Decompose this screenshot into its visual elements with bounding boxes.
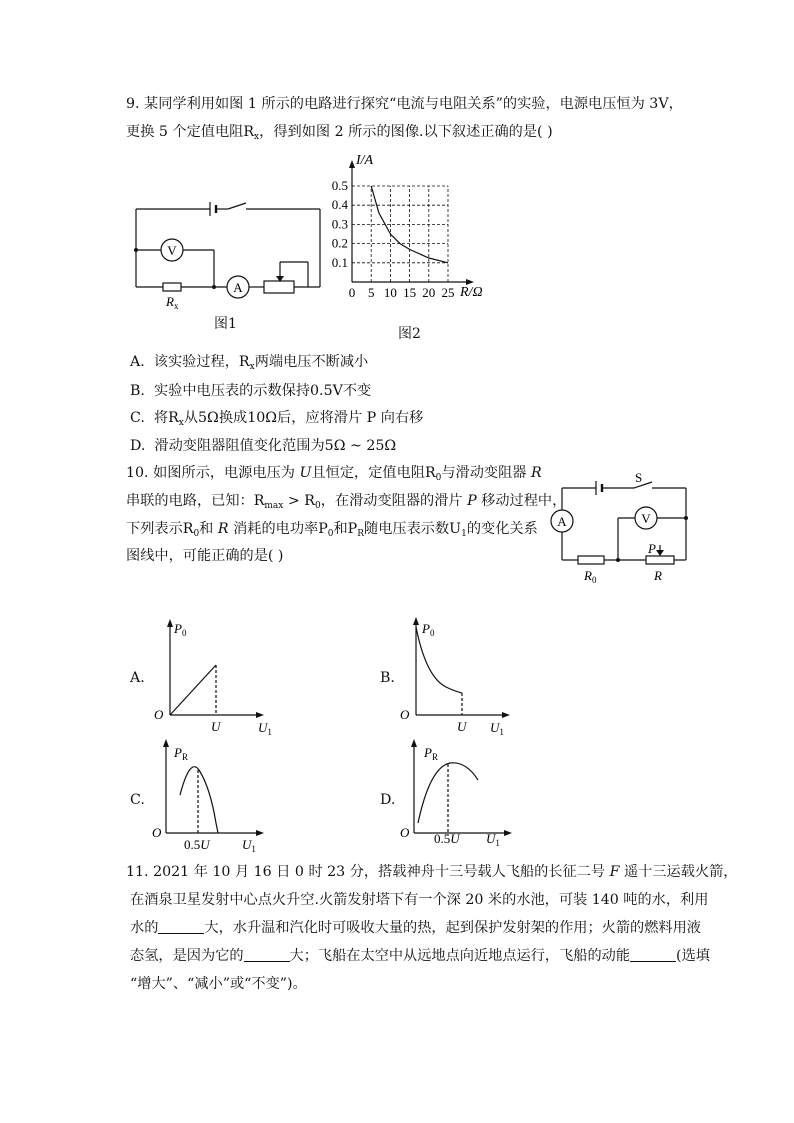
rx-label: $R_x$ bbox=[166, 294, 179, 311]
fig2-caption: 图2 bbox=[398, 326, 421, 342]
chart-x-tick-label: 10 bbox=[383, 285, 397, 300]
q10-graph-c[interactable] bbox=[150, 737, 270, 857]
q10-r0-resistor bbox=[578, 556, 604, 564]
chart-y-arrow bbox=[349, 160, 355, 168]
rx-resistor bbox=[163, 283, 181, 291]
chart-y-tick-label: 0.3 bbox=[331, 216, 348, 232]
svg-text:V: V bbox=[641, 511, 651, 526]
chart-x-tick-label: 15 bbox=[403, 285, 417, 300]
q10-graph-d[interactable] bbox=[398, 737, 518, 857]
chart-x-tick-label: 20 bbox=[422, 285, 436, 300]
q11-stem-line5: “增大”、“减小”或“不变”)。 bbox=[130, 976, 307, 992]
answer-blank-1[interactable] bbox=[158, 919, 204, 934]
q10-ammeter-symbol bbox=[551, 510, 573, 532]
q9-option-c[interactable]: C. 将$R_x$从5Ω换成10Ω后，应将滑片 P 向右移 bbox=[130, 410, 424, 428]
q11-stem-line1: 11. 2021 年 10 月 16 日 0 时 23 分，搭载神舟十三号载人飞船的长征二号 F 遥十三运载火箭， bbox=[126, 864, 738, 880]
svg-text:V: V bbox=[167, 243, 177, 258]
q9-option-b[interactable]: B. 实验中电压表的示数保持0.5V不变 bbox=[130, 383, 372, 399]
q10-stem-line2: 串联的电路，已知：$R_{max} > R_0$，在滑动变阻器的滑片 P 移动过程中， bbox=[126, 493, 567, 511]
answer-blank-3[interactable] bbox=[630, 947, 676, 962]
q10-slider-label: P bbox=[648, 541, 656, 556]
q11-stem-line2: 在酒泉卫星发射中心点火升空.火箭发射塔下有一个深 20 米的水池，可装 140 吨的水，利用 bbox=[130, 892, 709, 908]
svg-text:A: A bbox=[233, 280, 243, 295]
q10-option-b-label[interactable]: B. bbox=[380, 670, 395, 686]
q10-switch-label: S bbox=[635, 470, 643, 485]
q10-r-label: R bbox=[654, 568, 662, 583]
answer-blank-2[interactable] bbox=[244, 947, 290, 962]
svg-text:O: O bbox=[400, 825, 410, 840]
svg-text:O: O bbox=[154, 707, 164, 722]
svg-text:U: U bbox=[211, 719, 221, 734]
ammeter-symbol bbox=[227, 276, 249, 298]
q10-option-c-label[interactable]: C. bbox=[130, 792, 145, 808]
q10-circuit-diagram bbox=[548, 470, 698, 590]
voltmeter-symbol bbox=[161, 239, 183, 261]
q9-option-a[interactable]: A. 该实验过程，$R_x$两端电压不断减小 bbox=[130, 354, 369, 372]
q10-slider-arrow bbox=[656, 550, 664, 556]
svg-text:O: O bbox=[152, 825, 162, 840]
svg-text:O: O bbox=[400, 707, 410, 722]
fig1-caption: 图1 bbox=[214, 316, 237, 332]
chart-y-tick-label: 0.4 bbox=[331, 197, 348, 213]
q10-stem-line4: 图线中，可能正确的是( ) bbox=[126, 548, 284, 564]
rheostat bbox=[264, 281, 294, 293]
q11-stem-line3: 水的 大，水升温和汽化时可吸收大量的热，起到保护发射架的作用；火箭的燃料用液 bbox=[130, 920, 701, 936]
svg-text:0.5U: 0.5U bbox=[434, 831, 460, 846]
chart-y-tick-label: 0.1 bbox=[331, 254, 348, 270]
q9-option-d[interactable]: D. 滑动变阻器阻值变化范围为5Ω ~ 25Ω bbox=[130, 438, 397, 454]
svg-text:U: U bbox=[457, 719, 467, 734]
q10-stem-line1: 10. 如图所示，电源电压为 U且恒定，定值电阻$R_0$与滑动变阻器 R bbox=[126, 465, 542, 483]
chart-x-tick-label: 5 bbox=[367, 285, 375, 300]
svg-text:U1: $U_1$ bbox=[486, 831, 500, 848]
q9-current-resistance-chart bbox=[320, 150, 490, 300]
q11-stem-line4: 态氢，是因为它的 大；飞船在太空中从远地点向近地点运行，飞船的动能 (选填 bbox=[130, 948, 710, 964]
q10-voltmeter-symbol bbox=[635, 507, 657, 529]
chart-y-tick-label: 0.5 bbox=[331, 178, 348, 193]
q10-option-d-label[interactable]: D. bbox=[380, 792, 396, 808]
chart-y-axis-label: I/A bbox=[356, 153, 374, 168]
chart-y-tick-label: 0.2 bbox=[331, 235, 348, 251]
svg-text:P0: $P_0$ bbox=[174, 621, 187, 638]
chart-x-tick-label: 0 bbox=[348, 285, 356, 300]
q9-stem-line1: 9. 某同学利用如图 1 所示的电路进行探究“电流与电阻关系”的实验，电源电压恒为 3V， bbox=[126, 96, 683, 112]
chart-x-axis-label: R/Ω bbox=[460, 285, 483, 300]
svg-text:U1: $U_1$ bbox=[242, 837, 256, 854]
q10-option-a-label[interactable]: A. bbox=[130, 670, 145, 686]
q10-stem-line3: 下列表示$R_0$和 R 消耗的电功率$P_0$和$P_R$随电压表示数$U_1$的变化关系 bbox=[126, 521, 538, 539]
chart-x-tick-label: 25 bbox=[441, 285, 455, 300]
svg-text:0.5U: 0.5U bbox=[184, 837, 210, 852]
svg-text:A: A bbox=[557, 514, 567, 529]
q10-graph-b[interactable] bbox=[396, 615, 516, 735]
svg-text:U1: $U_1$ bbox=[258, 720, 272, 737]
svg-text:P0: $P_0$ bbox=[422, 621, 435, 638]
q10-r0-label: $R_0$ bbox=[584, 568, 597, 585]
svg-text:PR: $P_R$ bbox=[174, 745, 188, 762]
q10-graph-a[interactable] bbox=[150, 615, 270, 735]
svg-text:U1: $U_1$ bbox=[490, 720, 504, 737]
q9-stem-line2: 更换 5 个定值电阻$R_x$，得到如图 2 所示的图像.以下叙述正确的是( ) bbox=[126, 124, 553, 142]
q10-rheostat bbox=[646, 556, 674, 564]
svg-text:PR: $P_R$ bbox=[424, 745, 438, 762]
